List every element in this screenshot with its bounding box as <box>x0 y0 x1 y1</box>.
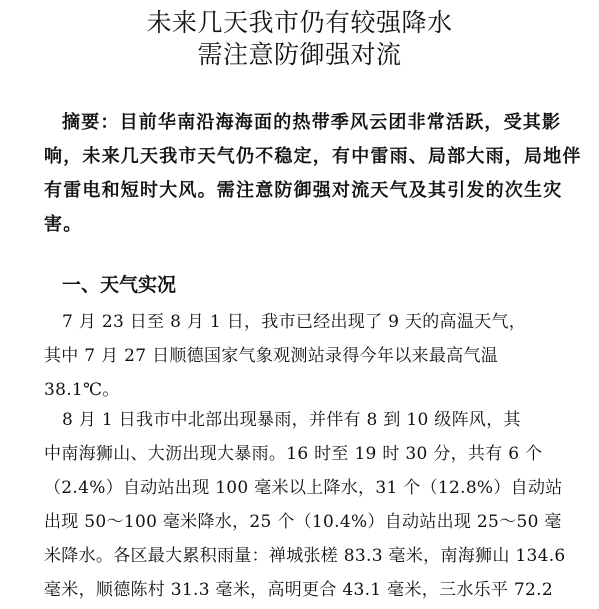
paragraph-line: 毫米，顺德陈村 31.3 毫米，高明更合 43.1 毫米，三水乐平 72.2 <box>44 580 553 600</box>
paragraph-line: 8 月 1 日我市中北部出现暴雨，并伴有 8 到 10 级阵风，其 <box>62 410 521 430</box>
section-heading: 一、天气实况 <box>62 274 177 296</box>
paragraph-line: 米降水。各区最大累积雨量：禅城张槎 83.3 毫米，南海狮山 134.6 <box>44 546 566 566</box>
document-title-line2: 需注意防御强对流 <box>197 40 402 69</box>
paragraph-line: 7 月 23 日至 8 月 1 日，我市已经出现了 9 天的高温天气， <box>62 312 527 332</box>
paragraph-line: 中南海狮山、大沥出现大暴雨。16 时至 19 时 30 分，共有 6 个 <box>44 444 543 464</box>
paragraph-line: 出现 50～100 毫米降水，25 个（10.4%）自动站出现 25～50 毫 <box>44 512 562 532</box>
paragraph-line: 其中 7 月 27 日顺德国家气象观测站录得今年以来最高气温 <box>44 346 499 366</box>
document-title-line1: 未来几天我市仍有较强降水 <box>146 8 453 37</box>
abstract-line-4: 害。 <box>44 214 83 235</box>
paragraph-line: （2.4%）自动站出现 100 毫米以上降水，31 个（12.8%）自动站 <box>44 478 563 498</box>
abstract-line-3: 有雷电和短时大风。需注意防御强对流天气及其引发的次生灾 <box>44 180 563 201</box>
abstract-line-1: 摘要：目前华南沿海海面的热带季风云团非常活跃，受其影 <box>62 112 562 133</box>
abstract-line-2: 响，未来几天我市天气仍不稳定，有中雷雨、局部大雨，局地伴 <box>44 146 582 167</box>
paragraph-line: 38.1℃。 <box>44 380 120 400</box>
